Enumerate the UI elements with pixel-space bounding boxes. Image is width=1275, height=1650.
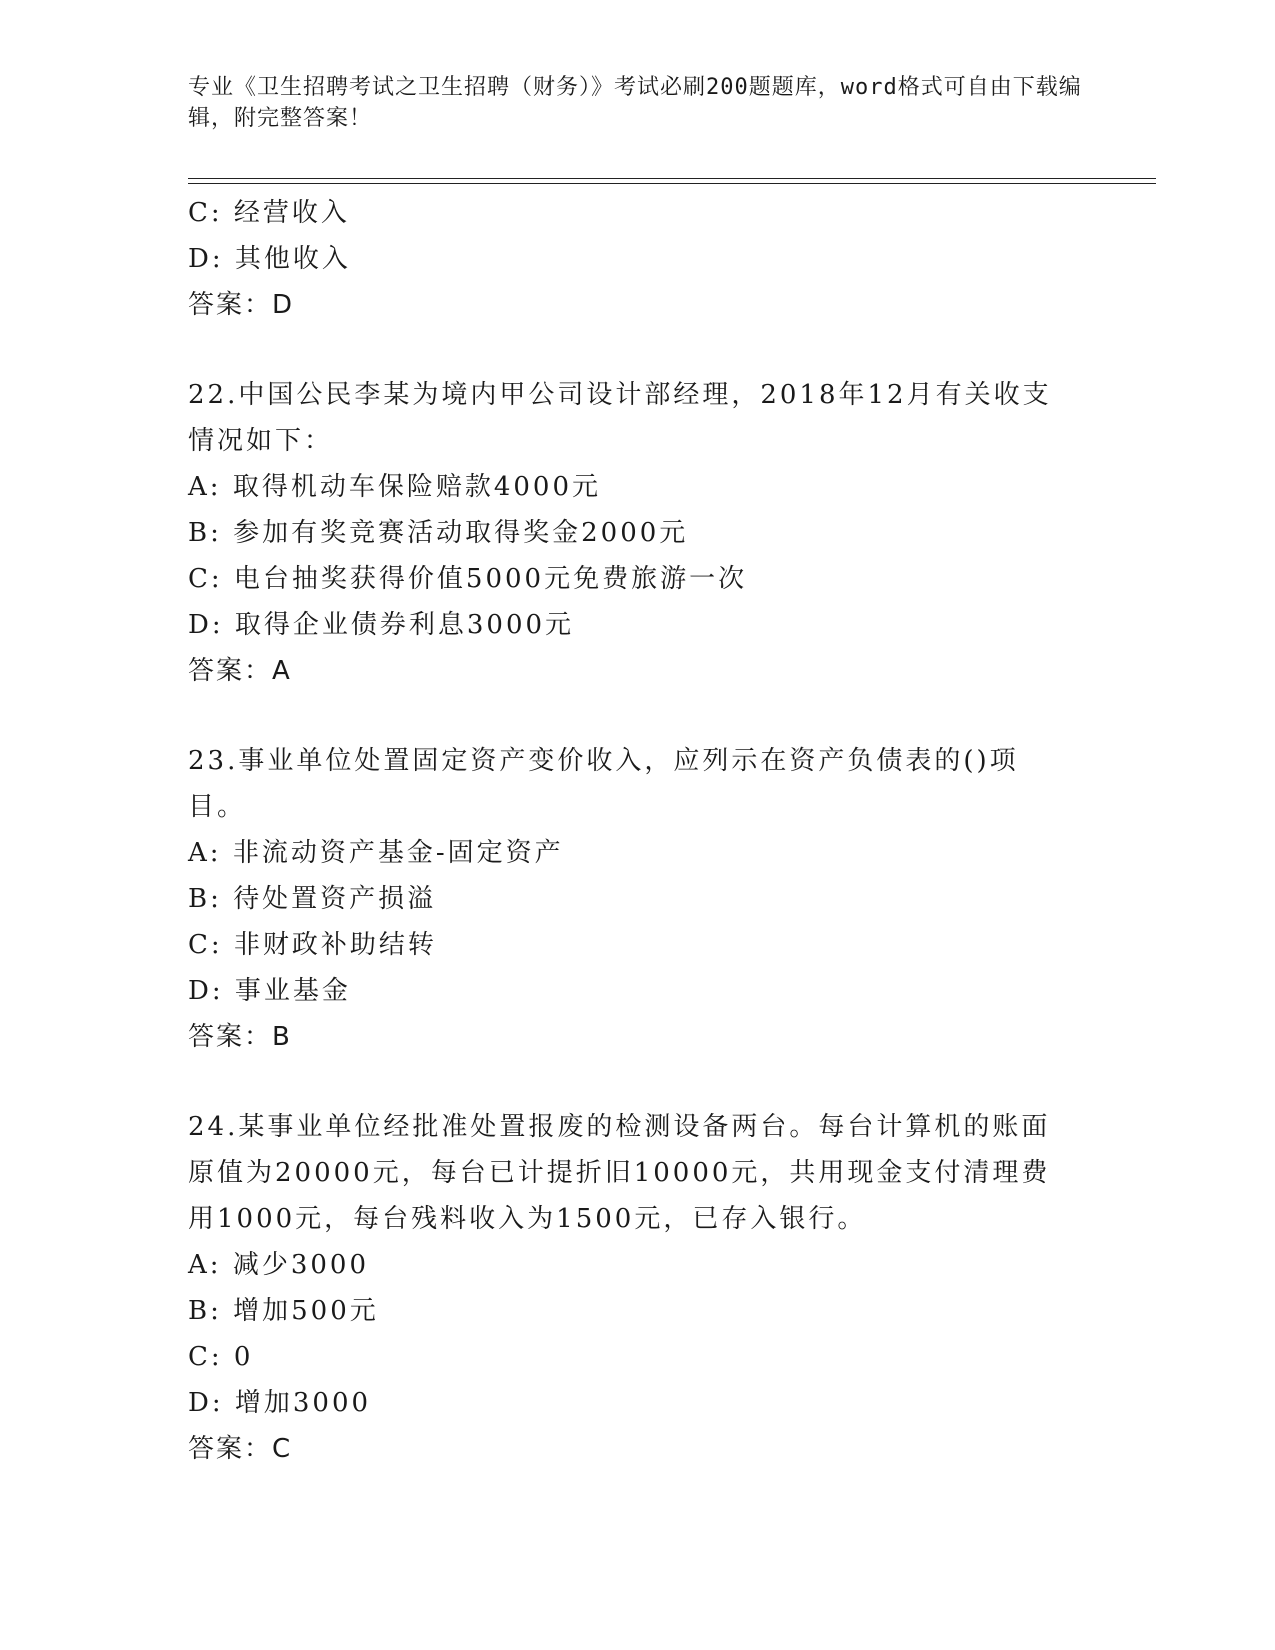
option-text: 非流动资产基金-固定资产: [232, 838, 564, 868]
answer-line: 答案：D: [188, 290, 295, 320]
option-text: 增加500元: [233, 1296, 379, 1326]
option-letter: D:: [188, 610, 224, 640]
header-text: 专业《卫生招聘考试之卫生招聘（财务）》考试必刷200题题库，word格式可自由下载编辑，附完整答案！: [188, 75, 1082, 131]
option-text: 事业基金: [234, 976, 351, 1006]
previous-question-tail: [188, 190, 1088, 328]
option-text: 取得机动车保险赔款4000元: [232, 472, 601, 502]
question-stem: 22.中国公民李某为境内甲公司设计部经理，2018年12月有关收支情况如下：: [188, 380, 1052, 456]
option-letter: C:: [188, 198, 223, 228]
option-letter: A:: [188, 838, 222, 868]
option-text: 待处置资产损溢: [233, 884, 437, 914]
question-stem: 24.某事业单位经批准处置报废的检测设备两台。每台计算机的账面原值为20000元，每台已计提折旧10000元，共用现金支付清理费用1000元，每台残料收入为1500元，已存入银行。: [188, 1112, 1051, 1234]
option-letter: D:: [188, 244, 224, 274]
option-letter: B:: [188, 518, 222, 548]
option-c: [188, 1334, 1088, 1380]
option-text: 减少3000: [232, 1250, 369, 1280]
option-letter: A:: [188, 1250, 222, 1280]
option-d: [188, 968, 1088, 1014]
question-24: [188, 1104, 1088, 1472]
question-list: [188, 190, 1088, 1472]
option-a: [188, 830, 1088, 876]
option-text: 其他收入: [234, 244, 351, 274]
option-d: [188, 236, 1088, 282]
option-letter: D:: [188, 976, 224, 1006]
option-d: [188, 1380, 1088, 1426]
option-text: 经营收入: [233, 198, 350, 228]
option-text: 电台抽奖获得价值5000元免费旅游一次: [233, 564, 748, 594]
option-letter: B:: [188, 884, 222, 914]
option-letter: B:: [188, 1296, 222, 1326]
option-text: 增加3000: [234, 1388, 372, 1418]
option-b: [188, 510, 1088, 556]
option-c: [188, 922, 1088, 968]
header-rule-bottom: [188, 183, 1156, 184]
option-a: [188, 464, 1088, 510]
answer-line: 答案：A: [188, 656, 292, 686]
option-text: 非财政补助结转: [233, 930, 437, 960]
option-c: [188, 556, 1088, 602]
option-letter: A:: [188, 472, 222, 502]
option-text: 取得企业债券利息3000元: [234, 610, 575, 640]
option-b: [188, 1288, 1088, 1334]
answer-line: 答案：B: [188, 1022, 292, 1052]
header-rule-top: [188, 178, 1156, 179]
answer-line: 答案：C: [188, 1434, 293, 1464]
option-letter: D:: [188, 1388, 224, 1418]
option-letter: C:: [188, 564, 223, 594]
option-letter: C:: [188, 1342, 223, 1372]
question-stem: 23.事业单位处置固定资产变价收入，应列示在资产负债表的()项目。: [188, 746, 1019, 822]
document-header: [188, 72, 1088, 134]
option-text: 参加有奖竞赛活动取得奖金2000元: [233, 518, 689, 548]
option-letter: C:: [188, 930, 223, 960]
question-22: [188, 372, 1088, 694]
question-23: [188, 738, 1088, 1060]
option-d: [188, 602, 1088, 648]
option-text: 0: [233, 1342, 254, 1372]
option-c: [188, 190, 1088, 236]
option-a: [188, 1242, 1088, 1288]
option-b: [188, 876, 1088, 922]
